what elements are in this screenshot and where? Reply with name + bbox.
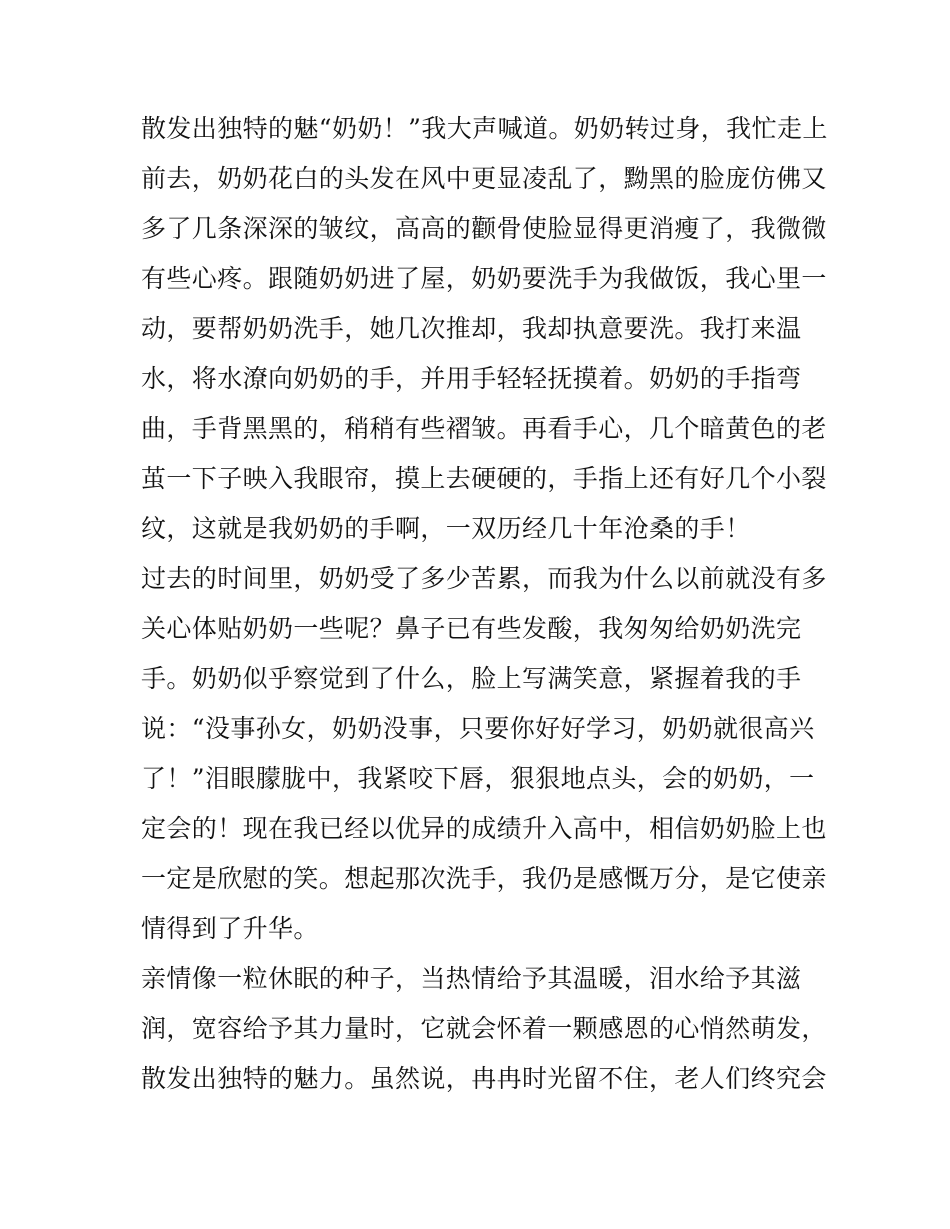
text-line-14: 了！”泪眼朦胧中，我紧咬下唇，狠狠地点头，会的奶奶，一 <box>141 764 815 793</box>
text-line-10: 过去的时间里，奶奶受了多少苦累，而我为什么以前就没有多 <box>141 564 827 593</box>
text-line-11: 关心体贴奶奶一些呢？鼻子已有些发酸，我匆匆给奶奶洗完 <box>141 614 802 643</box>
text-line-6: 水，将水潦向奶奶的手，并用手轻轻抚摸着。奶奶的手指弯 <box>141 364 802 393</box>
text-line-15: 定会的！现在我已经以优异的成绩升入高中，相信奶奶脸上也 <box>141 814 827 843</box>
text-line-16: 一定是欣慰的笑。想起那次洗手，我仍是感慨万分，是它使亲 <box>141 864 827 893</box>
text-line-18: 亲情像一粒休眠的种子，当热情给予其温暖，泪水给予其滋 <box>141 964 802 993</box>
text-line-3: 多了几条深深的皱纹，高高的颧骨使脸显得更消瘦了，我微微 <box>141 214 827 243</box>
text-line-19: 润，宽容给予其力量时，它就会怀着一颗感恩的心悄然萌发， <box>141 1014 827 1043</box>
text-line-13: 说：“没事孙女，奶奶没事，只要你好好学习，奶奶就很高兴 <box>141 714 815 743</box>
text-line-20: 散发出独特的魅力。虽然说，冉冉时光留不住，老人们终究会 <box>141 1064 827 1093</box>
text-line-17: 情得到了升华。 <box>141 914 319 943</box>
text-line-1: 散发出独特的魅“奶奶！”我大声喊道。奶奶转过身，我忙走上 <box>141 114 828 143</box>
text-line-4: 有些心疼。跟随奶奶进了屋，奶奶要洗手为我做饭，我心里一 <box>141 264 827 293</box>
text-line-9: 纹，这就是我奶奶的手啊，一双历经几十年沧桑的手！ <box>141 514 751 543</box>
text-line-8: 茧一下子映入我眼帘，摸上去硬硬的，手指上还有好几个小裂 <box>141 464 827 493</box>
text-line-12: 手。奶奶似乎察觉到了什么，脸上写满笑意，紧握着我的手 <box>141 664 802 693</box>
text-line-5: 动，要帮奶奶洗手，她几次推却，我却执意要洗。我打来温 <box>141 314 802 343</box>
text-line-7: 曲，手背黑黑的，稍稍有些褶皱。再看手心，几个暗黄色的老 <box>141 414 827 443</box>
document-text-body <box>141 104 828 1104</box>
text-line-2: 前去，奶奶花白的头发在风中更显凌乱了，黝黑的脸庞仿佛又 <box>141 164 827 193</box>
